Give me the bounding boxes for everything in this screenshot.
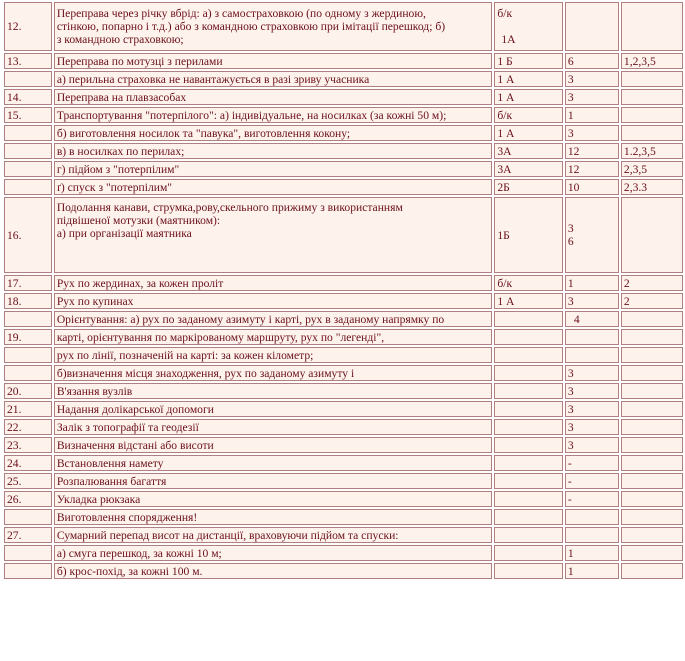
row-remark <box>621 563 683 579</box>
table-row <box>4 329 683 345</box>
row-points: 6 <box>565 53 619 69</box>
row-category <box>494 545 562 561</box>
row-number <box>4 143 52 159</box>
row-description: в) в носилках по перилах; <box>54 143 493 159</box>
row-points: 3 <box>565 125 619 141</box>
row-number: 27. <box>4 527 52 543</box>
row-category: 2Б <box>494 179 562 195</box>
category-spacer <box>497 20 559 33</box>
table-row <box>4 53 683 69</box>
table-row <box>4 143 683 159</box>
table-row <box>4 89 683 105</box>
row-remark <box>621 311 683 327</box>
row-category: 1 Б <box>494 53 562 69</box>
row-remark: 2,3,5 <box>621 161 683 177</box>
row-description: ґ) спуск з "потерпілим" <box>54 179 493 195</box>
row-number: 22. <box>4 419 52 435</box>
row-number <box>4 563 52 579</box>
row-description: Транспортування "потерпілого": а) індивідуальне, на носилках (за кожні 50 м); <box>54 107 493 123</box>
category-line: б/к <box>497 7 513 20</box>
row-description: Сумарний перепад висот на дистанції, враховуючи підйом та спуски: <box>54 527 493 543</box>
row-description: Визначення відстані або висоти <box>54 437 493 453</box>
row-remark <box>621 347 683 363</box>
row-number: 12. <box>4 2 52 51</box>
row-category: 3А <box>494 143 562 159</box>
row-number: 21. <box>4 401 52 417</box>
row-category <box>494 383 562 399</box>
row-remark <box>621 383 683 399</box>
table-row <box>4 383 683 399</box>
row-points: 1 <box>565 545 619 561</box>
row-number <box>4 161 52 177</box>
row-number: 26. <box>4 491 52 507</box>
row-description: Надання долікарської допомоги <box>54 401 493 417</box>
row-remark: 2 <box>621 275 683 291</box>
row-description: Виготовлення спорядження! <box>54 509 493 525</box>
row-description: г) підйом з "потерпілим" <box>54 161 493 177</box>
row-remark <box>621 455 683 471</box>
row-description: б) виготовлення носилок та "павука", виготовлення кокону; <box>54 125 493 141</box>
row-category: 1Б <box>494 197 562 273</box>
row-points: 3 <box>565 365 619 381</box>
row-points <box>565 197 619 273</box>
table-row <box>4 2 683 51</box>
table-row <box>4 347 683 363</box>
points-line: 3 <box>567 222 574 235</box>
row-description: карті, орієнтування по маркірованому маршруту, рух по "легенді", <box>54 329 493 345</box>
row-points: 4 <box>565 311 619 327</box>
row-category <box>494 347 562 363</box>
row-description: а) перильна страховка не навантажується в разі зриву учасника <box>54 71 493 87</box>
row-points: 12 <box>565 143 619 159</box>
table-row <box>4 161 683 177</box>
row-remark <box>621 365 683 381</box>
category-line: 1А <box>501 33 516 46</box>
table-row <box>4 509 683 525</box>
row-description <box>54 197 493 273</box>
description-line: з командною страховкою; <box>56 33 184 46</box>
row-points: 3 <box>565 437 619 453</box>
row-category <box>494 491 562 507</box>
row-remark <box>621 2 683 51</box>
row-number: 18. <box>4 293 52 309</box>
row-points <box>565 509 619 525</box>
row-category: 1 А <box>494 293 562 309</box>
row-number <box>4 365 52 381</box>
row-category <box>494 527 562 543</box>
row-description: а) смуга перешкод, за кожні 10 м; <box>54 545 493 561</box>
row-number <box>4 179 52 195</box>
description-line: підвішеної мотузки (маятником): <box>56 214 221 227</box>
row-points: 3 <box>565 89 619 105</box>
row-description: Залік з топографії та геодезії <box>54 419 493 435</box>
row-description: Встановлення намету <box>54 455 493 471</box>
row-points: - <box>565 491 619 507</box>
row-points: - <box>565 455 619 471</box>
row-description: Рух по жердинах, за кожен проліт <box>54 275 493 291</box>
table-row <box>4 311 683 327</box>
row-category: 3А <box>494 161 562 177</box>
row-category <box>494 419 562 435</box>
row-remark: 1,2,3,5 <box>621 53 683 69</box>
row-remark <box>621 89 683 105</box>
row-points: 1 <box>565 275 619 291</box>
row-remark <box>621 509 683 525</box>
row-category <box>494 401 562 417</box>
row-number <box>4 347 52 363</box>
row-number: 13. <box>4 53 52 69</box>
row-remark <box>621 419 683 435</box>
row-number: 15. <box>4 107 52 123</box>
row-remark: 2 <box>621 293 683 309</box>
row-category: 1 А <box>494 71 562 87</box>
row-number: 20. <box>4 383 52 399</box>
row-number: 17. <box>4 275 52 291</box>
description-line: а) при організації маятника <box>56 227 192 240</box>
row-category: б/к <box>494 107 562 123</box>
row-remark <box>621 125 683 141</box>
table-row <box>4 275 683 291</box>
row-remark <box>621 437 683 453</box>
table-row <box>4 125 683 141</box>
table-row <box>4 419 683 435</box>
table-row <box>4 545 683 561</box>
row-points: 3 <box>565 401 619 417</box>
row-points: - <box>565 473 619 489</box>
row-remark: 1.2,3,5 <box>621 143 683 159</box>
row-category <box>494 455 562 471</box>
row-points <box>565 347 619 363</box>
row-number: 23. <box>4 437 52 453</box>
row-number: 24. <box>4 455 52 471</box>
row-category <box>494 329 562 345</box>
row-description: В'язання вузлів <box>54 383 493 399</box>
table-row <box>4 437 683 453</box>
row-number <box>4 71 52 87</box>
description-line: стінкою, попарно і т.д.) або з командною страховкою при імітації перешкод; б) <box>56 20 446 33</box>
row-remark <box>621 71 683 87</box>
row-remark <box>621 527 683 543</box>
row-points: 1 <box>565 107 619 123</box>
row-description: Орієнтування: а) рух по заданому азимуту і карті, рух в заданому напрямку по <box>54 311 493 327</box>
points-line: 6 <box>567 235 574 248</box>
row-points: 3 <box>565 293 619 309</box>
table-row <box>4 107 683 123</box>
row-category: 1 А <box>494 89 562 105</box>
row-number <box>4 125 52 141</box>
row-remark <box>621 197 683 273</box>
table-row <box>4 365 683 381</box>
row-description: рух по лінії, позначеній на карті: за кожен кілометр; <box>54 347 493 363</box>
row-category <box>494 563 562 579</box>
description-line: Подолання канави, струмка,рову,скельного прижиму з використанням <box>56 201 403 214</box>
description-line: Переправа через річку вбрід: а) з самостраховкою (по одному з жердиною, <box>56 7 426 20</box>
row-category: 1 А <box>494 125 562 141</box>
row-description: б) крос-похід, за кожні 100 м. <box>54 563 493 579</box>
table-body <box>4 2 683 579</box>
row-description: Переправа на плавзасобах <box>54 89 493 105</box>
table-row <box>4 473 683 489</box>
row-points: 10 <box>565 179 619 195</box>
row-category <box>494 473 562 489</box>
row-category: б/к <box>494 275 562 291</box>
table-row <box>4 197 683 273</box>
row-category <box>494 311 562 327</box>
row-points: 3 <box>565 383 619 399</box>
row-number: 16. <box>4 197 52 273</box>
row-category <box>494 2 562 51</box>
row-description <box>54 2 493 51</box>
row-category <box>494 437 562 453</box>
standards-table <box>2 0 685 581</box>
row-points: 12 <box>565 161 619 177</box>
row-remark <box>621 545 683 561</box>
row-number: 14. <box>4 89 52 105</box>
row-number <box>4 545 52 561</box>
row-points <box>565 527 619 543</box>
row-remark <box>621 401 683 417</box>
table-row <box>4 527 683 543</box>
table-row <box>4 455 683 471</box>
row-points <box>565 329 619 345</box>
row-points: 1 <box>565 563 619 579</box>
row-points: 3 <box>565 419 619 435</box>
row-number: 25. <box>4 473 52 489</box>
row-description: Переправа по мотузці з перилами <box>54 53 493 69</box>
row-remark <box>621 473 683 489</box>
row-remark <box>621 107 683 123</box>
table-row <box>4 491 683 507</box>
table-row <box>4 563 683 579</box>
table-row <box>4 293 683 309</box>
row-category <box>494 509 562 525</box>
row-description: б)визначення місця знаходження, рух по заданому азимуту і <box>54 365 493 381</box>
table-row <box>4 179 683 195</box>
row-remark <box>621 329 683 345</box>
row-category <box>494 365 562 381</box>
row-number: 19. <box>4 329 52 345</box>
row-number <box>4 509 52 525</box>
row-points: 3 <box>565 71 619 87</box>
row-remark: 2,3.3 <box>621 179 683 195</box>
row-description: Укладка рюкзака <box>54 491 493 507</box>
table-row <box>4 71 683 87</box>
row-number <box>4 311 52 327</box>
row-description: Рух по купинах <box>54 293 493 309</box>
row-points <box>565 2 619 51</box>
row-remark <box>621 491 683 507</box>
table-row <box>4 401 683 417</box>
row-description: Розпалювання багаття <box>54 473 493 489</box>
